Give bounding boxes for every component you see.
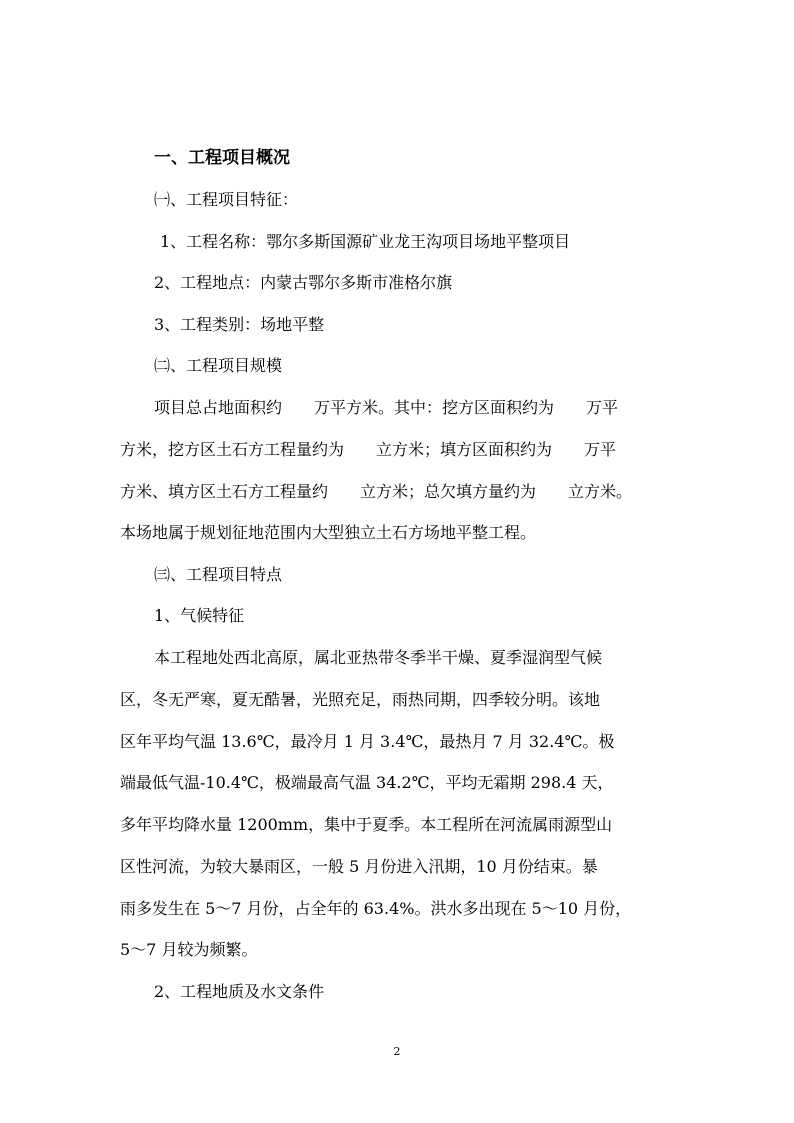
climate-line-1: 本工程地处西北高原，属北亚热带冬季半干燥、夏季湿润型气候 (154, 648, 603, 667)
heading: 一、工程项目概况 (154, 148, 290, 168)
climate-line-8: 5～7 月较为频繁。 (120, 940, 258, 959)
climate-line-5: 多年平均降水量 1200mm，集中于夏季。本工程所在河流属雨源型山 (120, 815, 613, 834)
climate-line-6: 区性河流，为较大暴雨区，一般 5 月份进入汛期，10 月份结束。暴 (120, 857, 598, 876)
page-number: 2 (393, 1045, 401, 1058)
section3-title: ㈢、工程项目特点 (154, 565, 283, 584)
section2-title: ㈡、工程项目规模 (154, 356, 283, 375)
item-project-category: 3、工程类别：场地平整 (154, 315, 325, 334)
scale-line-2: 方米，挖方区土石方工程量约为 立方米；填方区面积约为 万平 (120, 440, 617, 459)
item-project-location: 2、工程地点：内蒙古鄂尔多斯市准格尔旗 (154, 273, 453, 292)
scale-line-1: 项目总占地面积约 万平方米。其中：挖方区面积约为 万平 (154, 398, 619, 417)
geology-subtitle: 2、工程地质及水文条件 (154, 982, 325, 1001)
climate-line-7: 雨多发生在 5～7 月份，占全年的 63.4%。洪水多出现在 5～10 月份， (120, 899, 632, 918)
scale-line-4: 本场地属于规划征地范围内大型独立土石方场地平整工程。 (120, 523, 537, 542)
climate-subtitle: 1、气候特征 (154, 606, 245, 625)
section1-title: ㈠、工程项目特征： (154, 190, 299, 209)
item-project-name: 1、工程名称：鄂尔多斯国源矿业龙王沟项目场地平整项目 (160, 232, 571, 251)
climate-line-4: 端最低气温-10.4℃，极端最高气温 34.2℃，平均无霜期 298.4 天， (120, 773, 614, 792)
climate-line-2: 区，冬无严寒，夏无酷暑，光照充足，雨热同期，四季较分明。该地 (120, 690, 601, 709)
scale-line-3: 方米、填方区土石方工程量约 立方米；总欠填方量约为 立方米。 (120, 482, 633, 501)
climate-line-3: 区年平均气温 13.6℃，最冷月 1 月 3.4℃，最热月 7 月 32.4℃。极 (120, 732, 615, 751)
